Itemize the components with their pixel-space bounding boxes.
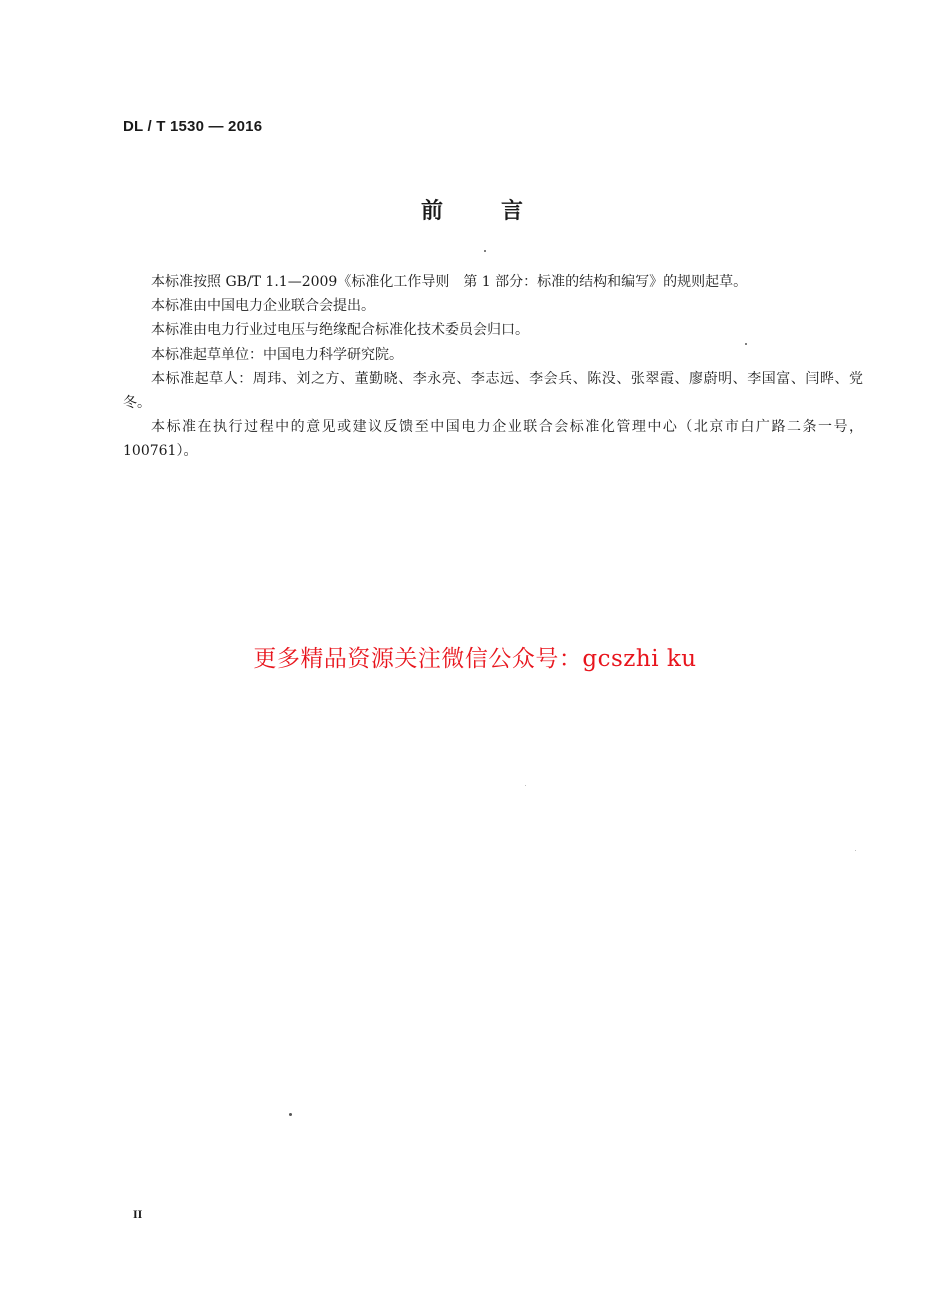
- scan-speck: [484, 250, 486, 252]
- scan-speck: [289, 1113, 292, 1116]
- page-number: II: [133, 1207, 143, 1221]
- paragraph-drafters: 本标准起草人：周玮、刘之方、董勤晓、李永亮、李志远、李会兵、陈没、张翠霞、廖蔚明、李国富、闫晔、党冬。: [123, 370, 863, 412]
- scan-speck: [745, 343, 747, 345]
- scan-speck: [855, 850, 856, 851]
- scan-speck: [525, 785, 526, 786]
- standard-code: DL / T 1530 — 2016: [123, 118, 263, 135]
- paragraph-feedback: 本标准在执行过程中的意见或建议反馈至中国电力企业联合会标准化管理中心（北京市白广路二条一号，100761）。: [123, 419, 863, 460]
- preface-body: [123, 270, 863, 464]
- paragraph-drafting-rules: 本标准按照 GB/T 1.1—2009《标准化工作导则 第 1 部分：标准的结构和编写》的规则起草。: [151, 274, 748, 290]
- section-title: 前言: [420, 199, 581, 224]
- paragraph-proposer: 本标准由中国电力企业联合会提出。: [151, 298, 375, 315]
- paragraph-committee: 本标准由电力行业过电压与绝缘配合标准化技术委员会归口。: [151, 322, 529, 339]
- paragraph-drafting-unit: 本标准起草单位：中国电力科学研究院。: [151, 346, 403, 363]
- promo-watermark-text: 更多精品资源关注微信公众号：gcszhi ku: [253, 646, 697, 672]
